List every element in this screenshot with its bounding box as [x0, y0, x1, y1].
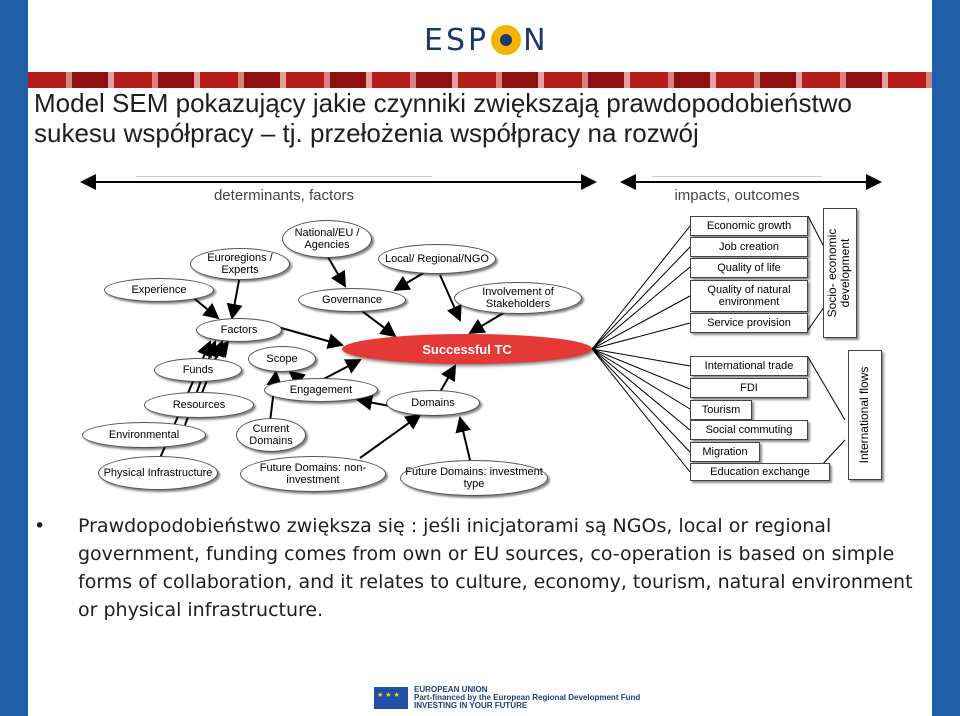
node-engagement: Engagement [264, 378, 378, 402]
node-governance: Governance [298, 288, 406, 312]
title-line-1: Model SEM pokazujący jakie czynniki zwiększają prawdopodobieństwo [34, 88, 852, 118]
outcome-natural-environment: Quality of natural environment [690, 280, 808, 312]
node-local: Local/ Regional/NGO [378, 244, 496, 274]
successful-tc-node: Successful TC [342, 334, 592, 364]
node-future-investment: Future Domains: investment type [400, 460, 548, 496]
node-future-non-investment: Future Domains: non-investment [240, 456, 386, 492]
logo-text-right: N [523, 22, 549, 58]
eu-footer [374, 686, 640, 710]
node-physical-infrastructure: Physical Infrastructure [98, 456, 218, 490]
node-national: National/EU / Agencies [282, 220, 372, 258]
footer-line-2: Part-financed by the European Regional Development Fund [414, 693, 641, 702]
title-line-2: sukesu współpracy – tj. przełożenia współpracy na rozwój [34, 118, 699, 148]
logo-text-left: ESP [424, 22, 490, 58]
node-environmental: Environmental [82, 422, 206, 448]
outcome-migration: Migration [690, 442, 760, 462]
node-experience: Experience [104, 278, 214, 302]
label-socio-economic-development: Socio- economic development [825, 228, 852, 318]
outcome-education-exchange: Education exchange [690, 463, 830, 481]
footer-line-1: EUROPEAN UNION [414, 685, 488, 694]
outcome-service-provision: Service provision [690, 313, 808, 333]
node-domains: Domains [386, 390, 480, 416]
outcome-fdi: FDI [690, 378, 808, 398]
bullet-text [34, 512, 924, 624]
outcome-economic-growth: Economic growth [690, 216, 808, 236]
node-current-domains: Current Domains [236, 418, 306, 452]
eu-flag-icon [374, 687, 408, 709]
node-resources: Resources [144, 392, 254, 418]
node-funds: Funds [154, 358, 242, 382]
footer-line-3: INVESTING IN YOUR FUTURE [414, 701, 528, 710]
bullet-body: Prawdopodobieństwo zwiększa się : jeśli inicjatorami są NGOs, local or regional government, funding comes from own or EU sources, co-operation is based on simple forms of collaboration, and it relates to culture, economy, tourism, natural environment or physical infrastructure. [78, 515, 913, 621]
bullet-dot-icon: • [34, 515, 46, 537]
node-factors: Factors [196, 318, 282, 342]
header-determinants: determinants, factors [136, 176, 432, 207]
outcome-job-creation: Job creation [690, 237, 808, 257]
node-involvement: Involvement of Stakeholders [454, 282, 582, 314]
outcome-social-commuting: Social commuting [690, 420, 808, 440]
label-international-flows: International flows [857, 366, 871, 464]
outcome-international-trade: International trade [690, 356, 808, 376]
node-scope: Scope [248, 346, 316, 372]
header-impacts: impacts, outcomes [652, 176, 822, 207]
outcome-quality-of-life: Quality of life [690, 258, 808, 278]
outcome-tourism: Tourism [690, 400, 752, 420]
node-euroregions: Euroregions / Experts [190, 248, 290, 280]
